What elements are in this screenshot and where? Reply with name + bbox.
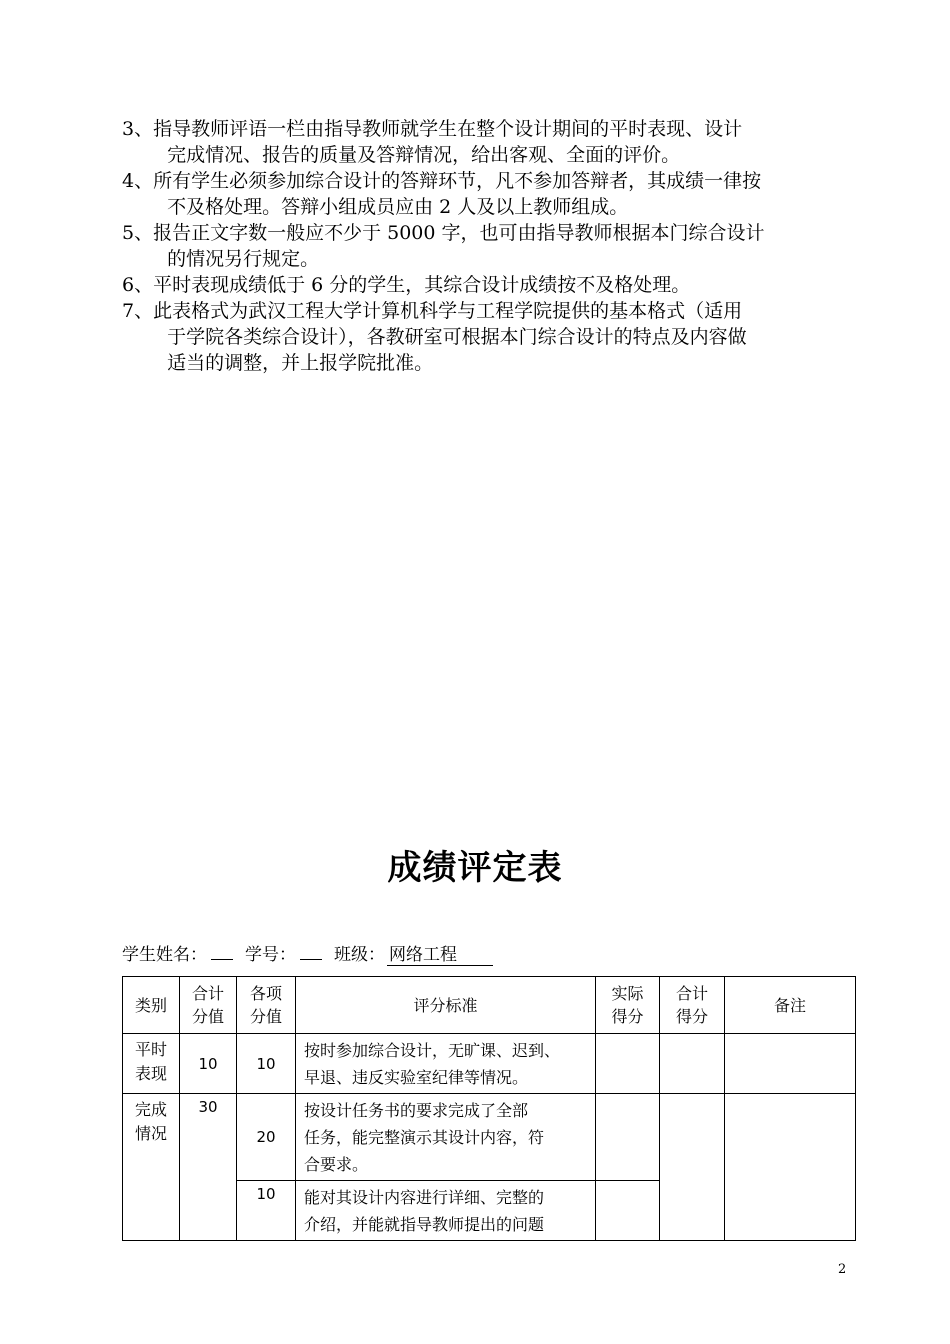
total-score-cell[interactable] <box>660 1034 725 1094</box>
note-line: 不及格处理。答辩小组成员应由 2 人及以上教师组成。 <box>167 196 629 218</box>
note-item-6 <box>122 272 848 298</box>
total-score-cell[interactable] <box>660 1094 725 1241</box>
student-name-field[interactable] <box>211 945 233 960</box>
remarks-cell[interactable] <box>725 1094 856 1241</box>
header-category: 类别 <box>123 977 180 1034</box>
header-total-score: 合计 得分 <box>660 977 725 1034</box>
total-points-cell: 10 <box>180 1034 237 1094</box>
note-text <box>153 116 848 168</box>
table-row <box>123 1034 856 1094</box>
note-line: 适当的调整，并上报学院批准。 <box>167 352 434 374</box>
total-points-cell: 30 <box>180 1094 237 1241</box>
category-cell: 完成 情况 <box>123 1094 180 1241</box>
table-row <box>123 1094 856 1181</box>
note-line: 所有学生必须参加综合设计的答辩环节，凡不参加答辩者，其成绩一律按 <box>153 170 762 192</box>
form-title: 成绩评定表 <box>387 848 563 888</box>
header-item-points: 各项 分值 <box>237 977 296 1034</box>
student-id-field[interactable] <box>300 945 322 960</box>
item-points-cell: 10 <box>237 1181 296 1241</box>
header-total-points: 合计 分值 <box>180 977 237 1034</box>
actual-score-cell[interactable] <box>596 1181 660 1241</box>
actual-score-cell[interactable] <box>596 1094 660 1181</box>
note-text <box>153 168 848 220</box>
student-id-label: 学号： <box>245 945 296 965</box>
item-points-cell: 20 <box>237 1094 296 1181</box>
note-line: 的情况另行规定。 <box>167 248 320 270</box>
instructions-list <box>122 116 848 376</box>
note-line: 此表格式为武汉工程大学计算机科学与工程学院提供的基本格式（适用 <box>153 300 743 322</box>
table-header-row <box>123 977 856 1034</box>
note-number: 7、 <box>122 300 154 322</box>
item-points-cell: 10 <box>237 1034 296 1094</box>
criteria-cell: 能对其设计内容进行详细、完整的 介绍，并能就指导教师提出的问题 <box>296 1181 596 1241</box>
student-name-label: 学生姓名： <box>122 945 207 965</box>
note-item-4 <box>122 168 848 220</box>
note-line: 报告正文字数一般应不少于 5000 字，也可由指导教师根据本门综合设计 <box>153 222 765 244</box>
header-actual-score: 实际 得分 <box>596 977 660 1034</box>
note-line: 完成情况、报告的质量及答辩情况，给出客观、全面的评价。 <box>167 144 681 166</box>
header-remarks: 备注 <box>725 977 856 1034</box>
note-item-5 <box>122 220 848 272</box>
note-number: 4、 <box>122 170 154 192</box>
note-item-3 <box>122 116 848 168</box>
grade-table <box>122 976 856 1241</box>
note-number: 3、 <box>122 118 154 140</box>
note-number: 6、 <box>122 274 154 296</box>
class-label: 班级： <box>334 945 385 965</box>
page-number: 2 <box>838 1262 847 1277</box>
class-value: 网络工程 <box>387 945 493 966</box>
actual-score-cell[interactable] <box>596 1034 660 1094</box>
category-cell: 平时 表现 <box>123 1034 180 1094</box>
note-text <box>153 298 848 376</box>
note-item-7 <box>122 298 848 376</box>
note-line: 指导教师评语一栏由指导教师就学生在整个设计期间的平时表现、设计 <box>153 118 743 140</box>
criteria-cell: 按设计任务书的要求完成了全部 任务，能完整演示其设计内容，符 合要求。 <box>296 1094 596 1181</box>
note-text <box>153 272 848 298</box>
note-number: 5、 <box>122 222 154 244</box>
remarks-cell[interactable] <box>725 1034 856 1094</box>
criteria-cell: 按时参加综合设计，无旷课、迟到、 早退、违反实验室纪律等情况。 <box>296 1034 596 1094</box>
note-line: 平时表现成绩低于 6 分的学生，其综合设计成绩按不及格处理。 <box>153 274 691 296</box>
note-line: 于学院各类综合设计），各教研室可根据本门综合设计的特点及内容做 <box>167 326 747 348</box>
header-criteria: 评分标准 <box>296 977 596 1034</box>
student-info-line <box>122 940 493 965</box>
note-text <box>153 220 848 272</box>
